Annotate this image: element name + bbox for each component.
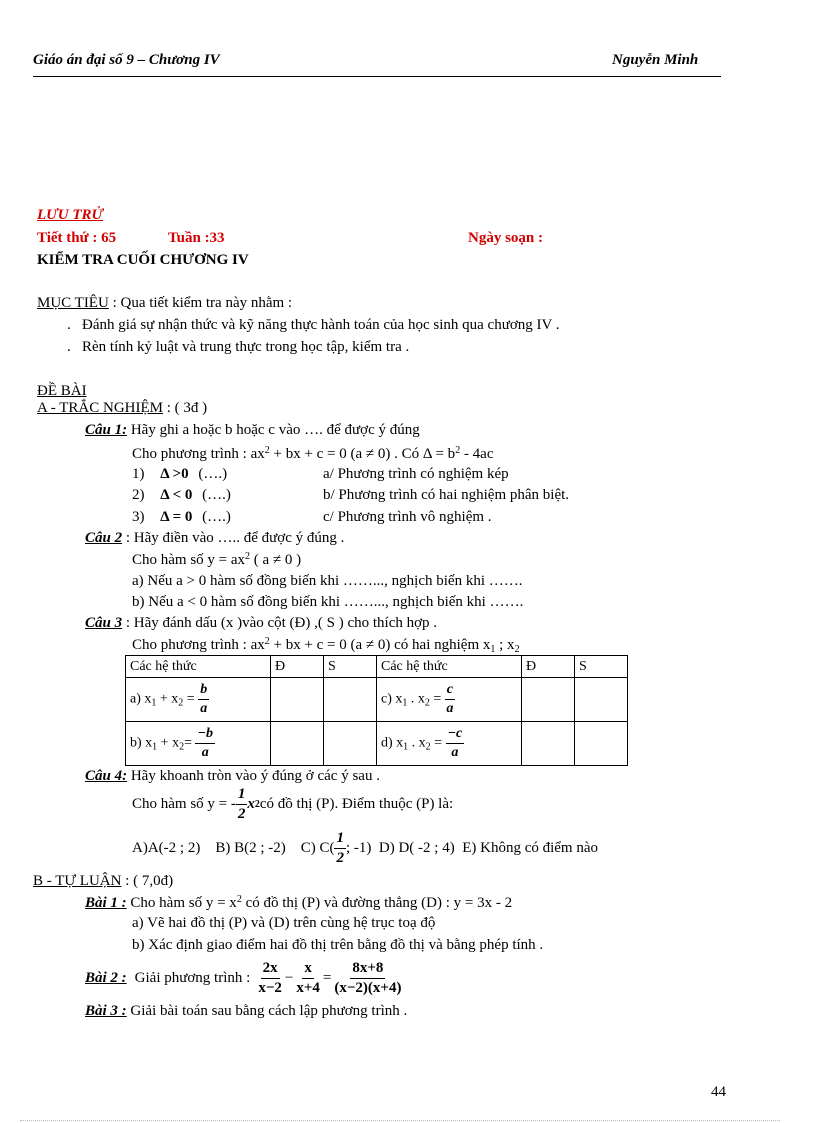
exercise-2 [85,957,401,999]
question-2-label: Câu 2 [85,530,123,546]
row-blank: (….) [202,509,231,525]
denominator: x−2 [258,979,282,996]
objective-item: . Rèn tính kỷ luật và trung thực trong học tập, kiểm tra . [67,339,410,355]
denominator: 2 [336,849,344,866]
q1-answer: a/ Phương trình có nghiệm kép [323,466,509,482]
subscript: 1 [402,697,408,709]
question-2-b: b) Nếu a < 0 hàm số đồng biến khi ……..., nghịch biến khi ……. [132,594,524,610]
header-title: Giáo án đại số 9 – Chương IV [33,52,220,68]
subscript: 1 [152,741,158,753]
exercise-1-text: Cho hàm số y = x [130,895,237,911]
superscript: 2 [264,445,270,456]
part-a-label: A - TRẮC NGHIỆM [37,400,163,416]
superscript: 2 [254,798,260,810]
fraction [258,961,282,996]
subscript: 2 [424,697,430,709]
numerator: −c [446,727,465,744]
subscript: 2 [178,697,184,709]
answer-cell-d[interactable] [522,678,575,722]
numerator: c [445,683,455,700]
given-text: Cho phương trình : ax [132,637,265,653]
objective-item-text: Rèn tính kỷ luật và trung thực trong học tập, kiểm tra . [82,339,410,355]
subscript: 1 [490,644,496,655]
q1-row [132,509,231,526]
given-text: + bx + c = 0 (a ≠ 0) có hai nghiệm x [269,637,491,653]
part-b-points: : ( 7,0đ) [125,873,174,889]
numerator: 2x [261,961,280,979]
denominator: 2 [237,805,246,822]
objective-item-text: Đánh giá sự nhận thức và kỹ năng thực hành toán của học sinh qua chương IV . [82,317,560,333]
exam-heading: ĐỀ BÀI [37,383,87,399]
operator: = [322,969,332,986]
question-1-label: Câu 1: [85,422,128,438]
question-2-a: a) Nếu a > 0 hàm số đồng biến khi ……..., nghịch biến khi ……. [132,573,523,589]
table-header: Các hệ thức [126,656,271,678]
header-author: Nguyễn Minh [612,52,699,68]
row-condition: Δ >0 [160,466,189,482]
table-header: Đ [271,656,324,678]
fraction [334,831,346,866]
question-4-function [132,786,453,822]
fraction [195,727,214,760]
table-header: S [324,656,377,678]
options-text: A)A(-2 ; 2) B) B(2 ; -2) C) C( [132,839,335,856]
relation-text: = [429,691,442,707]
exercise-2-text: Giải phương trình : [134,969,251,986]
q1-answer: c/ Phương trình vô nghiệm . [323,509,492,525]
fraction [445,683,455,716]
row-number: 1) [132,466,145,482]
row-condition: Δ = 0 [160,509,193,525]
question-2 [85,530,344,547]
exercise-2-label: Bài 2 : [85,969,127,986]
options-text: ; -1) D) D( -2 ; 4) E) Không có điểm nào [345,839,599,856]
row-number: 3) [132,509,145,525]
fraction [236,787,248,822]
row-number: 2) [132,487,145,503]
superscript: 2 [455,445,461,456]
relation-text: a) x [130,691,152,707]
exercise-1-b: b) Xác định giao điểm hai đồ thị trên bằng đồ thị và bằng phép tính . [132,937,544,953]
given-text: - 4ac [460,446,494,462]
page-bottom-rule [20,1120,780,1121]
subscript: 2 [425,741,431,753]
exercise-1 [85,894,512,912]
q1-row [132,487,231,504]
relation-cell [126,722,271,766]
table-row [126,678,628,722]
question-4-label: Câu 4: [85,768,128,784]
page-number: 44 [711,1084,726,1100]
question-1-text: Hãy ghi a hoặc b hoặc c vào …. để được ý đúng [130,422,420,438]
fraction [334,961,401,996]
relation-text: . x [408,735,426,751]
relation-cell [377,722,522,766]
subscript: 2 [179,741,185,753]
fraction [446,727,465,760]
question-4 [85,768,380,785]
answer-cell-d[interactable] [271,678,324,722]
period-label: Tiết thứ : 65 [37,230,117,246]
relation-text: . x [407,691,425,707]
part-a-heading [37,400,207,417]
exercise-1-label: Bài 1 : [85,895,127,911]
row-condition: Δ < 0 [160,487,193,503]
exercise-1-text: có đồ thị (P) và đường thẳng (D) : y = 3x - 2 [241,895,513,911]
subscript: 2 [514,644,520,655]
relation-cell [377,678,522,722]
answer-cell-s[interactable] [575,678,628,722]
function-var: x [247,795,255,812]
numerator: 1 [236,787,248,805]
superscript: 2 [236,894,242,905]
relation-text: c) x [381,691,403,707]
exercise-3 [85,1003,407,1020]
table-row [126,722,628,766]
denominator: x+4 [296,979,320,996]
denominator: a [451,745,459,760]
question-3-text: : Hãy đánh dấu (x )vào cột (Đ) ,( S ) cho thích hợp . [125,615,438,631]
relation-text: = [430,735,443,751]
fraction [296,961,320,996]
table-header: Các hệ thức [377,656,522,678]
part-a-points: : ( 3đ ) [166,400,208,416]
row-blank: (….) [202,487,231,503]
objective-intro: : Qua tiết kiểm tra này nhằm : [112,295,293,311]
given-text: Cho hàm số y = ax [132,552,246,568]
exercise-3-text: Giải bài toán sau bằng cách lập phương trình . [130,1003,408,1019]
given-text: + bx + c = 0 (a ≠ 0) . Có Δ = b [269,446,456,462]
answer-cell-s[interactable] [575,722,628,766]
archive-label: LƯU TRỬ [37,207,104,223]
date-label: Ngày soạn : [468,230,544,246]
numerator: −b [195,727,214,744]
denominator: a [200,701,208,716]
question-3 [85,615,437,632]
table-header-row [126,656,628,678]
question-2-given [132,551,301,569]
answer-cell-d[interactable] [271,722,324,766]
numerator: x [302,961,314,979]
week-label: Tuần :33 [168,230,225,246]
numerator: 1 [334,831,346,849]
question-3-given: Cho phương trình : $ax^2$ + bx + c = 0 (a ≠ 0) có hai nghiệm $x_1$ ; $x_2$ [132,636,520,655]
given-text: Cho phương trình : ax [132,446,265,462]
superscript: 2 [245,551,251,562]
numerator: b [198,683,209,700]
subscript: 1 [151,697,157,709]
operator: − [284,969,294,986]
denominator: (x−2)(x+4) [334,979,402,996]
exercise-3-label: Bài 3 : [85,1003,127,1019]
part-b-label: B - TỰ LUẬN [33,873,122,889]
superscript: 2 [264,636,270,647]
relation-text: = [183,691,195,707]
exercise-1-a: a) Vẽ hai đồ thị (P) và (D) trên cùng hệ trục toạ độ [132,915,436,931]
relation-text: + x [156,691,179,707]
given-text: ( a ≠ 0 ) [250,552,302,568]
objective-line [37,295,292,312]
question-3-label: Câu 3 [85,615,123,631]
question-4-text: Hãy khoanh tròn vào ý đúng ở các ý sau . [130,768,380,784]
relation-text: = [184,735,192,751]
table-header: Đ [522,656,575,678]
numerator: 8x+8 [350,961,385,979]
function-text: có đồ thị (P). Điểm thuộc (P) là: [259,795,454,812]
fraction [198,683,209,716]
relation-text: b) x [130,735,153,751]
relation-text: + x [157,735,180,751]
header-rule [33,76,721,77]
q1-answer: b/ Phương trình có hai nghiệm phân biệt. [323,487,570,503]
relation-text: d) x [381,735,404,751]
true-false-table [125,655,628,766]
question-2-text: : Hãy điền vào ….. để được ý đúng . [125,530,345,546]
objective-item: . Đánh giá sự nhận thức và kỹ năng thực hành toán của học sinh qua chương IV . [67,317,560,333]
objective-label: MỤC TIÊU [37,295,109,311]
denominator: a [201,745,209,760]
subscript: 1 [403,741,409,753]
table-header: S [575,656,628,678]
denominator: a [446,701,454,716]
answer-cell-d[interactable] [522,722,575,766]
row-blank: (….) [198,466,228,482]
question-4-options [132,828,598,868]
function-text: Cho hàm số y = - [132,795,236,812]
answer-cell-s[interactable] [324,678,377,722]
relation-cell [126,678,271,722]
q1-row [132,466,227,483]
part-b-heading [33,873,173,890]
question-1-given [132,445,494,463]
question-1 [85,422,420,439]
answer-cell-s[interactable] [324,722,377,766]
lesson-title: KIỂM TRA CUỐI CHƯƠNG IV [37,252,249,268]
